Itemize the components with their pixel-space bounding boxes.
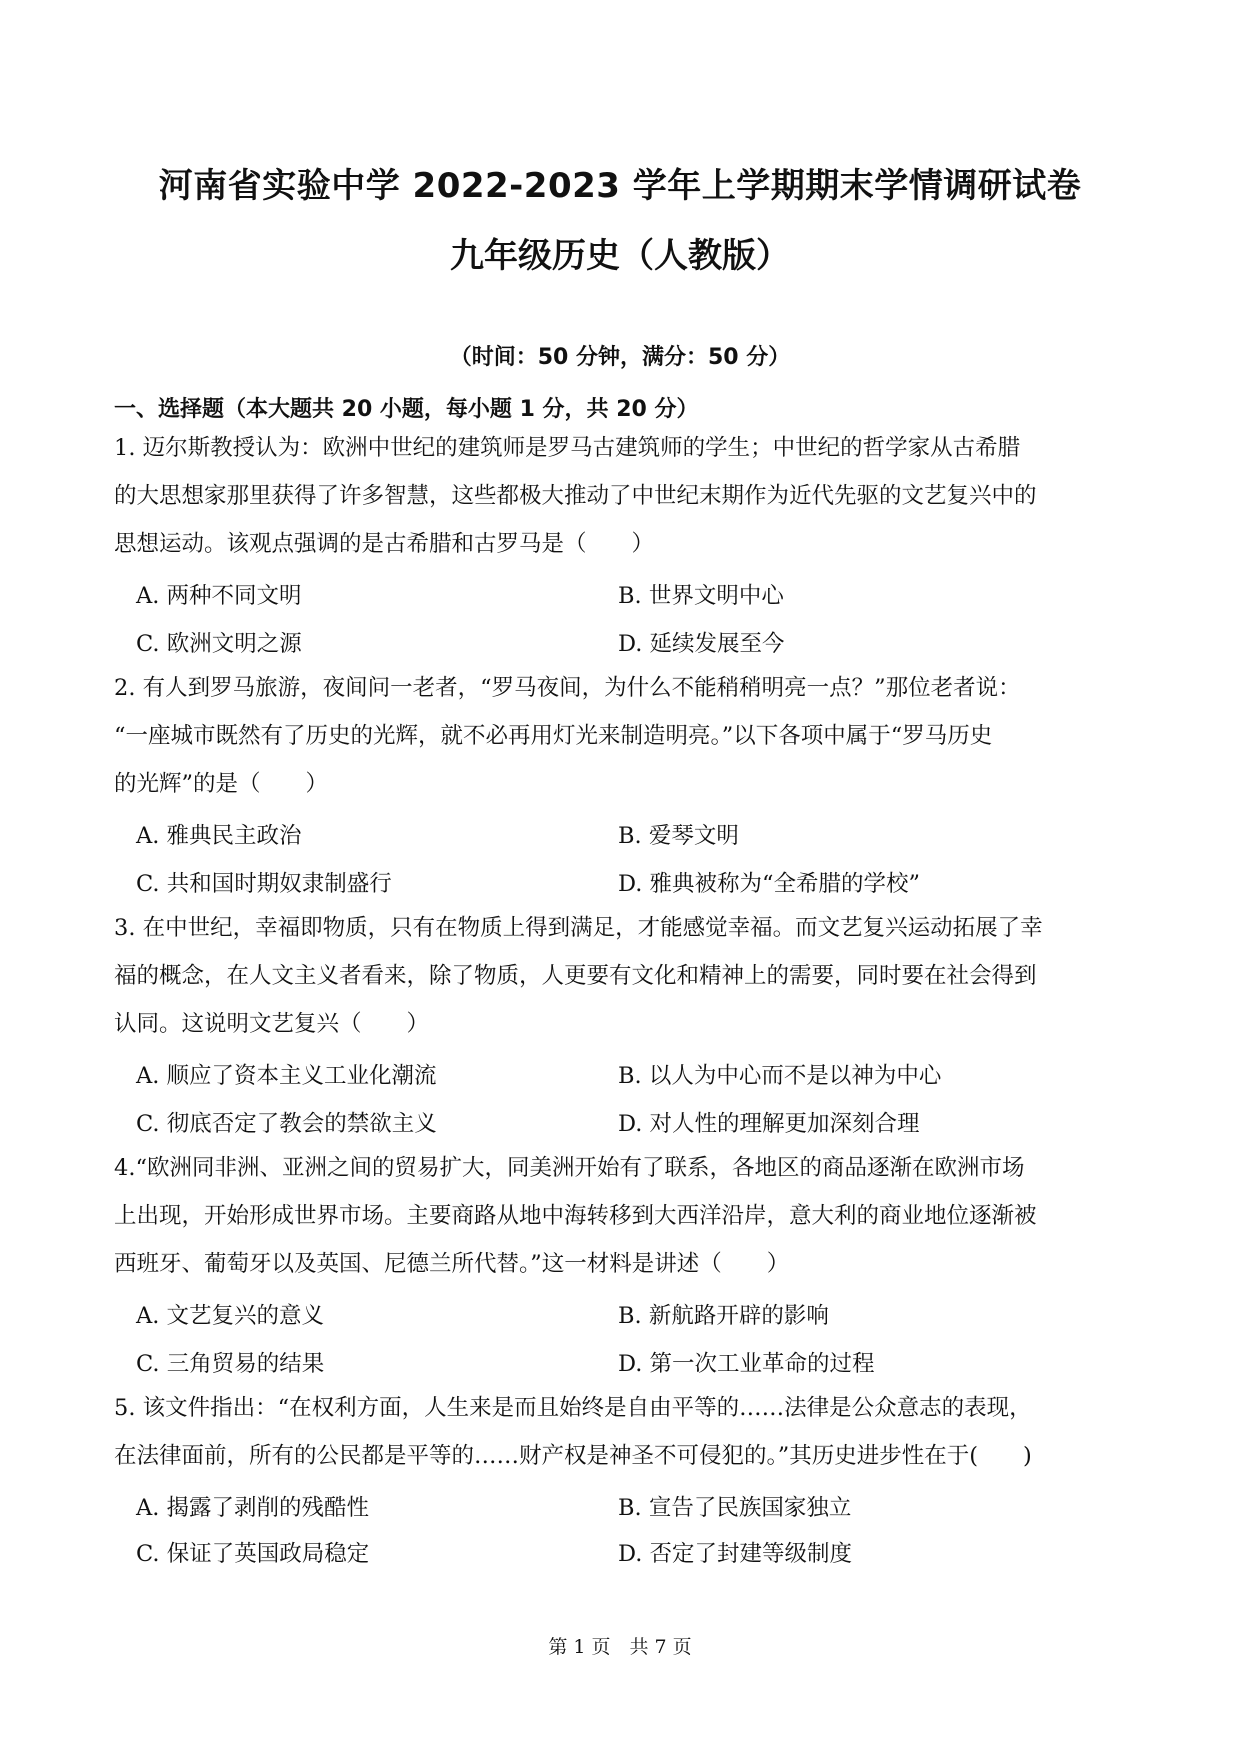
question-5-option-a: A. 揭露了剥削的残酷性 <box>136 1495 370 1521</box>
question-4-option-b: B. 新航路开辟的影响 <box>618 1303 829 1329</box>
question-3-option-a: A. 顺应了资本主义工业化潮流 <box>136 1063 437 1089</box>
question-line: 认同。这说明文艺复兴（ ） <box>114 1011 430 1037</box>
question-5-option-c: C. 保证了英国政局稳定 <box>136 1541 370 1567</box>
question-2-option-c: C. 共和国时期奴隶制盛行 <box>136 871 392 897</box>
question-4-option-a: A. 文艺复兴的意义 <box>136 1303 325 1329</box>
question-5-option-b: B. 宣告了民族国家独立 <box>618 1495 852 1521</box>
question-3-stem <box>114 904 1124 1048</box>
question-3-option-d: D. 对人性的理解更加深刻合理 <box>618 1111 920 1137</box>
exam-title: 河南省实验中学 2022-2023 学年上学期期末学情调研试卷 <box>158 166 1082 206</box>
question-line: “一座城市既然有了历史的光辉，就不必再用灯光来制造明亮。”以下各项中属于“罗马历史 <box>114 723 993 749</box>
question-5-stem <box>114 1384 1124 1480</box>
page-footer: 第 1 页 共 7 页 <box>548 1636 692 1658</box>
question-line: 2. 有人到罗马旅游，夜间问一老者，“罗马夜间，为什么不能稍稍明亮一点？”那位老者说： <box>114 675 1021 701</box>
question-line: 福的概念，在人文主义者看来，除了物质，人更要有文化和精神上的需要，同时要在社会得到 <box>114 963 1037 989</box>
question-2-option-d: D. 雅典被称为“全希腊的学校” <box>618 871 921 897</box>
question-line: 5. 该文件指出：“在权利方面，人生来是而且始终是自由平等的……法律是公众意志的表现， <box>114 1395 1032 1421</box>
question-line: 1. 迈尔斯教授认为：欧洲中世纪的建筑师是罗马古建筑师的学生；中世纪的哲学家从古希腊 <box>114 435 1021 461</box>
question-line: 在法律面前，所有的公民都是平等的……财产权是神圣不可侵犯的。”其历史进步性在于( ) <box>114 1443 1032 1469</box>
question-3-option-b: B. 以人为中心而不是以神为中心 <box>618 1063 942 1089</box>
question-4-option-c: C. 三角贸易的结果 <box>136 1351 325 1377</box>
question-line: 西班牙、葡萄牙以及英国、尼德兰所代替。”这一材料是讲述（ ） <box>114 1251 790 1277</box>
question-line: 上出现，开始形成世界市场。主要商路从地中海转移到大西洋沿岸，意大利的商业地位逐渐被 <box>114 1203 1037 1229</box>
question-1-stem <box>114 424 1124 568</box>
question-line: 3. 在中世纪，幸福即物质，只有在物质上得到满足，才能感觉幸福。而文艺复兴运动拓展了幸 <box>114 915 1043 941</box>
section-heading: 一、选择题（本大题共 20 小题，每小题 1 分，共 20 分） <box>114 397 699 422</box>
exam-subtitle: 九年级历史（人教版） <box>450 236 790 276</box>
question-line: 4.“欧洲同非洲、亚洲之间的贸易扩大，同美洲开始有了联系，各地区的商品逐渐在欧洲市场 <box>114 1155 1025 1181</box>
question-2-option-b: B. 爱琴文明 <box>618 823 739 849</box>
question-1-option-a: A. 两种不同文明 <box>136 583 302 609</box>
question-2-stem <box>114 664 1124 808</box>
question-3-option-c: C. 彻底否定了教会的禁欲主义 <box>136 1111 437 1137</box>
question-line: 的光辉”的是（ ） <box>114 771 329 797</box>
question-line: 思想运动。该观点强调的是古希腊和古罗马是（ ） <box>114 531 655 557</box>
question-1-option-d: D. 延续发展至今 <box>618 631 785 657</box>
question-5-option-d: D. 否定了封建等级制度 <box>618 1541 853 1567</box>
question-2-option-a: A. 雅典民主政治 <box>136 823 302 849</box>
question-1-option-b: B. 世界文明中心 <box>618 583 784 609</box>
question-1-option-c: C. 欧洲文明之源 <box>136 631 302 657</box>
question-4-stem <box>114 1144 1124 1288</box>
question-4-option-d: D. 第一次工业革命的过程 <box>618 1351 875 1377</box>
time-info: （时间：50 分钟，满分：50 分） <box>449 345 791 370</box>
question-line: 的大思想家那里获得了许多智慧，这些都极大推动了中世纪末期作为近代先驱的文艺复兴中的 <box>114 483 1037 509</box>
